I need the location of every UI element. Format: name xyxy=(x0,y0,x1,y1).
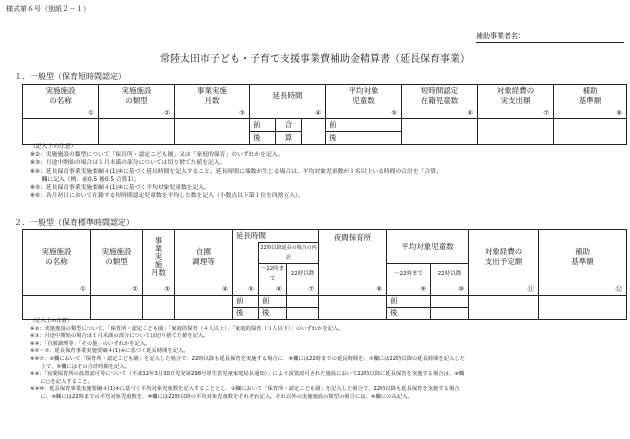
s1-num-2: ② xyxy=(99,108,175,119)
s1-h-months-1: 事業実施 xyxy=(197,86,227,96)
s2-h-type-1: 実施施設 xyxy=(101,247,132,256)
s2-num-8: ⑧ xyxy=(319,284,387,295)
s1-num-8: ⑧ xyxy=(554,108,627,119)
s1-num-1: ① xyxy=(23,108,99,119)
s2-num-7: ⑦ xyxy=(287,284,319,295)
s1-after-avg: 後 xyxy=(326,132,402,145)
s1-h-short-2: 在籍児童数 xyxy=(420,96,459,106)
s2-h-type-2: の類型 xyxy=(105,257,128,266)
s2-num-12: ⑫ xyxy=(539,284,627,295)
s2-note: ※③：月途中開始の場合は１月未満の部分については切り捨てた値を記入。 xyxy=(30,333,209,340)
s1-note: ※④：延長保育事業実施要綱４(1)④に基づく延長時間を記入すること。延長時間に端数が生じる場合は、平均対象児童数が１名以上いる時間の合計を「合算」 xyxy=(30,168,442,175)
s2-h-m1: 事 xyxy=(154,236,163,245)
s2-note: 上で、⑤欄にはその合計時間を記入。 xyxy=(30,363,130,370)
s2-h-cook-1: 自園 xyxy=(196,247,211,256)
s2-h-sub-b: 22時以降 xyxy=(287,264,319,285)
s1-cell-short[interactable] xyxy=(402,119,478,145)
s2-num-1: ① xyxy=(23,284,91,295)
s2-before-b: 前 xyxy=(259,295,287,307)
s2-after-b: 後 xyxy=(259,307,287,319)
s2-cell-months[interactable] xyxy=(143,295,175,319)
s1-note: ※⑥：各月初日において在籍する短時間認定児童数を平均した数を記入（小数点以下第１位を四捨五入）。 xyxy=(30,193,304,200)
page-title: 常陸太田市子ども・子育て支援事業費補助金精算書（延長保育事業） xyxy=(160,54,470,65)
s2-cell-std[interactable] xyxy=(539,295,627,319)
s2-note: ※⑧：「夜間保育所の設置認可等について（平成12年3月30日児発第298号厚生省児童家庭局長通知）」により設置認可された施設において22時以降に延長保育を実施する場合は、⑧欄 xyxy=(30,371,465,378)
s1-cell-total[interactable] xyxy=(302,119,326,145)
s2-h-std-1: 補助 xyxy=(575,247,591,256)
s1-h-avg-1: 平均対象 xyxy=(348,86,379,96)
s2-before: 前 xyxy=(233,295,259,307)
s2-h-name-1: 実施施設 xyxy=(41,247,72,256)
s1-h-type-1: 実施施設 xyxy=(121,86,152,96)
s1-note: 欄に記入（例：前0.5 後0.5 合算1）。 xyxy=(30,176,140,183)
s2-cell-night[interactable] xyxy=(319,295,387,319)
s2-after: 後 xyxy=(233,307,259,319)
s2-h-sub: 22時以降延長の場合の内訳 xyxy=(259,243,319,264)
operator-label: 補助事業者名： xyxy=(476,32,525,40)
s2-cell-7a[interactable] xyxy=(287,295,319,307)
section2-notes xyxy=(30,318,465,402)
s1-h-ext: 延長時間 xyxy=(272,91,303,101)
s2-h-avg: 平均対象児童数 xyxy=(401,241,454,251)
s1-san: 算 xyxy=(276,132,302,145)
s2-num-3: ③ xyxy=(143,284,175,295)
s2-note: に、⑨欄には22時までの平均対象児童数を、⑩欄には22時以降の平均対象児童数をそれぞれ記入。それ以外の実施施設の類型の場合には、⑨欄にのみ記入。 xyxy=(30,393,413,400)
s1-h-short-1: 短時間認定 xyxy=(420,86,459,96)
s2-h-avg-b: 22時以降 xyxy=(431,264,469,285)
s1-gou: 合 xyxy=(276,119,302,132)
s2-h-m4: 施 xyxy=(154,260,163,269)
section2-table xyxy=(22,229,627,320)
s2-h-night: 夜間保育所 xyxy=(333,233,372,242)
s1-h-std-2: 基準額 xyxy=(578,96,602,106)
s2-cell-type[interactable] xyxy=(91,295,143,319)
s2-h-name-2: の名称 xyxy=(45,257,68,266)
s2-note: ※②：実施施設の類型について、「保育所・認定こども園」「家庭的保育（４人以上）」「家庭的保育（３人以下）」のいずれかを記入。 xyxy=(30,325,344,332)
s2-num-4: ④ xyxy=(175,284,233,295)
s1-before: 前 xyxy=(250,119,276,132)
s1-cell-std[interactable] xyxy=(554,119,627,145)
s1-notes-label: （記入上の注意） xyxy=(30,144,77,150)
s1-num-4: ④ xyxy=(250,108,326,119)
s1-cell-cost[interactable] xyxy=(478,119,554,145)
s1-note: ※③：月途中開始の場合は１月未満の部分については切り捨てた値を記入。 xyxy=(30,160,226,167)
s2-h-m5: 月数 xyxy=(151,268,166,277)
s2-cell-10a[interactable] xyxy=(431,295,469,307)
section1-table xyxy=(22,84,627,145)
s1-h-avg-2: 児童数 xyxy=(352,96,375,106)
s1-note: ※②：実施施設の類型について「保育所・認定こども園」又は「家庭的保育」のいずれかを記入。 xyxy=(30,152,284,159)
s2-note: に○を記入すること。 xyxy=(30,378,93,385)
s1-h-months-2: 月数 xyxy=(204,96,220,106)
s1-cell-type[interactable] xyxy=(99,119,175,145)
s1-h-name-1: 実施施設 xyxy=(45,86,76,96)
s1-note: ※⑤：延長保育事業実施要綱４(1)④に基づく平均対象児童数を記入。 xyxy=(30,185,210,192)
s1-num-6: ⑥ xyxy=(402,108,478,119)
s1-after: 後 xyxy=(250,132,276,145)
s1-before-avg: 前 xyxy=(326,119,402,132)
s2-note: ※⑤～⑦：延長保育事業実施要綱４(1)④に基づく延長時間を記入。 xyxy=(30,348,189,355)
section1-notes xyxy=(30,143,442,200)
s1-h-name-2: の名称 xyxy=(49,96,72,106)
s1-num-7: ⑦ xyxy=(478,108,554,119)
s2-num-11: ⑪ xyxy=(469,284,539,295)
s2-cell-cost[interactable] xyxy=(469,295,539,319)
s1-num-5: ⑤ xyxy=(326,108,402,119)
s2-num-5: ⑤ xyxy=(233,284,259,295)
s2-h-sub-a: ～22時まで xyxy=(259,264,287,285)
s2-h-cost-1: 対象経費の xyxy=(484,247,523,256)
s2-h-m3: 実 xyxy=(154,252,163,261)
operator-underline xyxy=(476,42,624,43)
s2-before-avg: 前 xyxy=(387,295,431,307)
s1-h-cost-1: 対象経費の xyxy=(496,86,535,96)
section1-heading: １．一般型（保育短時間認定） xyxy=(14,72,126,81)
s2-after-avg: 後 xyxy=(387,307,431,319)
s2-h-std-2: 基準額 xyxy=(571,257,594,266)
form-number: 様式第６号（別紙２－１） xyxy=(6,5,90,13)
s2-cell-name[interactable] xyxy=(23,295,91,319)
s2-h-cook-2: 調理等 xyxy=(192,257,215,266)
s2-h-cost-2: 支出予定額 xyxy=(484,257,523,266)
s2-note: ※⑥⑦：②欄において「保育所・認定こども園」を記入した場合で、22時以降も延長保育を実施する場合に、⑥欄には22時までの延長時間を、⑦欄には22時以降の延長時間を記入した xyxy=(30,355,465,362)
s2-num-6: ⑥ xyxy=(259,284,287,295)
s2-h-m2: 業 xyxy=(154,244,163,253)
s1-num-3: ③ xyxy=(175,108,250,119)
s2-note: ※④：「自園調理等」「その他」のいずれかを記入。 xyxy=(30,340,151,347)
s2-num-2: ② xyxy=(91,284,143,295)
s1-h-cost-2: 実支出額 xyxy=(500,96,531,106)
s1-cell-months[interactable] xyxy=(175,119,250,145)
s2-h-ext: 延長時間 xyxy=(236,231,266,240)
s1-h-std-1: 補助 xyxy=(582,86,598,96)
section2-heading: ２．一般型（保育標準時間認定） xyxy=(14,218,134,227)
s2-notes-label: （記入上の注意） xyxy=(30,318,73,324)
s2-h-avg-a: ～22時まで xyxy=(387,264,431,285)
s2-num-9: ⑨ xyxy=(387,284,431,295)
s2-cell-cook[interactable] xyxy=(175,295,233,319)
s1-h-type-2: の類型 xyxy=(125,96,148,106)
s2-num-10: ⑩ xyxy=(431,284,469,295)
s1-cell-name[interactable] xyxy=(23,119,99,145)
s2-note: ※⑨⑩：延長保育事業実施要綱４(1)④に基づく平均対象児童数を記入することとし、②欄において「保育所・認定こども園」を記入した場合で、22時以降も延長保育を実施する場合 xyxy=(30,386,460,393)
